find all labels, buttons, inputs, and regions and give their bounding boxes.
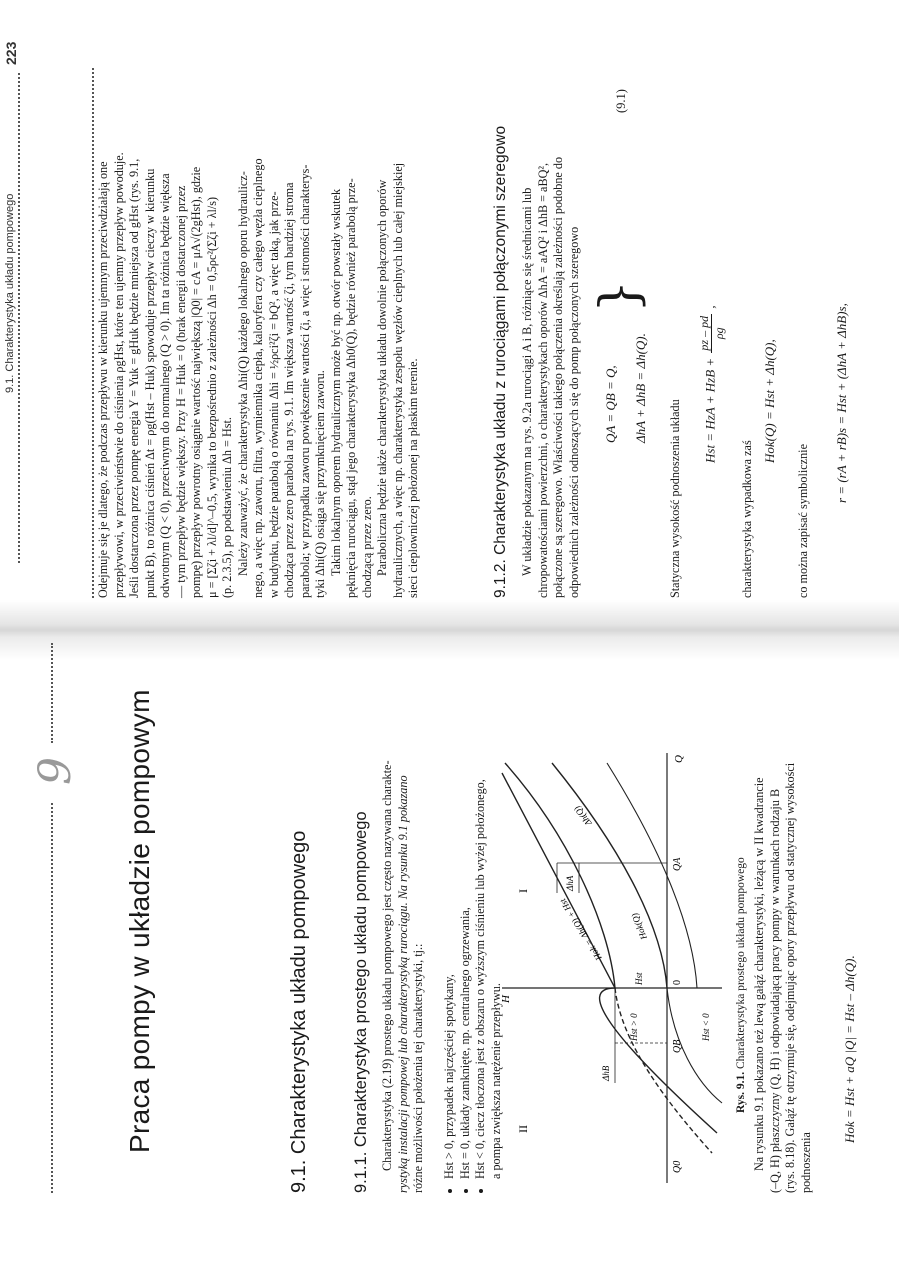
axis-label-h: H	[500, 995, 512, 1003]
equation-r: r = (rA + rB)s = Hst + (ΔhA + ΔhB)s,	[834, 303, 849, 503]
intro-paragraph	[380, 653, 427, 1193]
text-line: tyki Δhi(Q) osiąga się przymknięciem zaworu.	[313, 370, 327, 598]
chapter-top-rule	[51, 803, 53, 1193]
fraction-numerator: pz – pd	[697, 315, 711, 351]
text-line: nego, a więc np. zaworu, filtra, wymiennika ciepła, kaloryfera czy całego węzła cieplnego	[251, 158, 265, 598]
axis-label-q: Q	[673, 755, 685, 763]
equation-part: Hst = HzA + HzB +	[702, 357, 718, 463]
figure-caption	[735, 857, 747, 1113]
text-line: Odejmuje się je dlatego, że podczas przepływu w kierunku ujemnym przeciwdziałają one	[96, 161, 110, 598]
text-line: podnoszenia	[798, 1132, 813, 1193]
content-top-rule	[92, 68, 94, 598]
text-line: (rys. 8.18). Gałąź tę otrzymuje się, odejmując opory przepływu od statycznej wysokości	[783, 762, 797, 1193]
header-rule	[18, 73, 20, 563]
bullet-list	[442, 639, 504, 1193]
text-line: Paraboliczna będzie także charakterystyka układu dowolnie połączonych oporów	[375, 179, 389, 576]
text-line: w budynku, będzie parabolą o równaniu Δhi = ½ρci²ζi = bQ², a więc taką, jak prze-	[266, 191, 281, 598]
chapter-title: Praca pompy w układzie pompowym	[124, 689, 155, 1153]
equation-hok-left-branch: Hok = Hst + aQ |Q| = Hst – Δh(Q).	[842, 955, 857, 1143]
equation-hst	[697, 305, 726, 463]
text-line: (–Q, H) płaszczyzny (Q, H) i odpowiadającą pracy pompy w warunkach rodzaju B	[767, 788, 782, 1193]
h-label: Hst	[634, 972, 644, 985]
list-item: • Hst < 0, ciecz tłoczona jest z obszaru o wyższym ciśnieniu lub wyżej położonego,	[473, 639, 489, 1179]
list-item: • Hst = 0, układy zamknięte, np. centralnego ogrzewania,	[458, 639, 474, 1179]
static-head-text: Statyczna wysokość podnoszenia układu	[668, 399, 682, 598]
chapter-number-glyph: 9	[30, 757, 81, 785]
fraction	[697, 314, 726, 353]
text-line: odpowiednich zależności odnoszących się do pomp połączonych szeregowo	[566, 226, 581, 598]
equation-part: ,	[702, 305, 718, 309]
right-brace: }	[590, 279, 650, 313]
text-line: przepływowi, w przeciwieństwie do ciśnienia ρgHst, które ten ujemny przepływ powoduje.	[111, 152, 126, 598]
text-line: parabola; w przypadku zaworu powiększenie wartości ζi, a więc i stromości charakterys-	[297, 164, 312, 598]
subsection-title: 9.1.1. Charakterystyka prostego układu pompowego	[352, 811, 370, 1193]
list-item: a pompa zwiększa natężenie przepływu.	[488, 983, 503, 1179]
list-item: • Hst > 0, przypadek najczęściej spotykany,	[442, 639, 458, 1179]
text-line: Należy zauważyć, że charakterystyka Δhi(Q) każdego lokalnego oporu hydraulicz-	[235, 171, 250, 576]
h-label: Hst < 0	[701, 1013, 711, 1041]
resultant-char-text: charakterystyka wypadkowa zaś	[740, 440, 754, 598]
equation-hok: Hok(Q) = Hst + Δh(Q),	[762, 339, 777, 463]
figure-9-1	[497, 653, 727, 1193]
q-tick-label: QA	[672, 857, 683, 871]
quadrant-label: II	[516, 1125, 530, 1133]
curve-label: Δh(Q)	[571, 804, 594, 828]
text-line: chropowatościami powierzchni, o charakterystykach oporów ΔhA = aAQ² i ΔhB = aBQ²,	[535, 162, 550, 598]
origin-label: 0	[672, 980, 683, 985]
q-tick-label: QB	[672, 1039, 683, 1053]
h-label: ΔhA	[565, 875, 575, 891]
text-line: μ = [Σζi + λl/d]^–0,5, wynika to bezpośrednio z zależności Δh = 0,5ρc²(Σζi + λl/s)	[204, 196, 219, 598]
text-line: rystyką instalacji pompowej lub charakterystyką rurociągu. Na rysunku 9.1 pokazano	[395, 775, 410, 1193]
curve-label: Hok(Q)	[629, 911, 649, 941]
text-line: Jeśli dostarczona przez pompę energia Y = Yuk = gHuk będzie mniejsza od gHst (rys. 9.1,	[127, 158, 141, 598]
equation-number: (9.1)	[614, 89, 628, 113]
text-line: hydraulicznych, a więc np. charakterystyka zespołu węzłów cieplnych lub całej miejskiej	[390, 162, 405, 598]
text-line: Na rysunku 9.1 pokazano też lewą gałąź charakterystyki, leżącą w II kwadrancie	[752, 777, 766, 1171]
running-head: 9.1. Charakterystyka układu pompowego	[4, 193, 16, 393]
symbolic-text: co można zapisać symbolicznie	[796, 444, 810, 598]
fraction-denominator: ρg	[712, 327, 726, 340]
page-number: 223	[3, 41, 19, 65]
curve-label: Hok = Δh(Q) + Hst	[557, 896, 604, 963]
text-line: pompę) przepływ powrotny osiągnie wartość największą |Q0| = cA = μA√(2gHst), gdzie	[189, 166, 203, 598]
chapter-top-rule-right	[51, 643, 53, 743]
paragraph-left-branch	[752, 653, 814, 1193]
text-line: odwrotnym (Q < 0), przeciwnym do normalnego (Q > 0). Im ta różnica będzie większa	[158, 173, 172, 598]
paragraph-series-pipes	[520, 68, 582, 598]
text-line: sieci cieplowniczej położonej na płaskim terenie.	[406, 358, 420, 598]
caption-number: Rys. 9.1.	[735, 1071, 747, 1113]
text-line: punkt B), to różnica ciśnień Δt = ρg(Hst – Huk) spowoduje przepływ cieczy w kierunku	[142, 168, 157, 598]
subsection-title: 9.1.2. Charakterystyka układu z rurociągami połączonymi szeregowo	[492, 125, 509, 598]
text-line: (p. 2.3.5), po podstawieniu Δh = Hst.	[220, 417, 234, 598]
equation-line: QA = QB = Q,	[603, 365, 618, 443]
h-label: ΔhB	[601, 1065, 611, 1081]
text-line: chodząca przez zero parabola na rys. 9.1. Im większa wartość ζi, tym bardziej stroma	[282, 182, 296, 598]
quadrant-label: I	[516, 889, 530, 893]
text-line: chodzącą przez zero.	[359, 496, 374, 598]
text-line: Takim lokalnym oporem hydraulicznym może być np. otwór powstały wskutek	[328, 188, 343, 576]
h-label: Hst > 0	[629, 1013, 639, 1041]
text-line: pęknięcia rurociągu, stąd jego charakterystyka Δh0(Q), będzie również parabolą prze-	[344, 178, 358, 598]
q-tick-label: Q0	[672, 1160, 683, 1173]
section-title: 9.1. Charakterystyka układu pompowego	[288, 830, 310, 1193]
paragraph-negative-flow	[96, 68, 422, 598]
text-line: połączone są szeregowo. Właściwości takiego połączenia określają zależności podobne do	[551, 156, 565, 598]
text-line: W układzie pokazanym na rys. 9.2a rurociągi A i B, różniące się średnicami lub	[520, 187, 534, 576]
equation-line: ΔhA + ΔhB = Δh(Q).	[633, 333, 648, 443]
text-line: różne możliwości położenia tej charakterystyki, tj.:	[411, 943, 425, 1193]
caption-text: Charakterystyka prostego układu pompowego	[735, 857, 747, 1069]
text-line: — tym przepływ będzie większy. Przy H = Huk = 0 (brak energii dostarczonej przez	[173, 185, 188, 598]
equation-system	[596, 333, 656, 443]
text-line: Charakterystyka (2.19) prostego układu pompowego jest często nazywana charakte-	[380, 760, 394, 1171]
